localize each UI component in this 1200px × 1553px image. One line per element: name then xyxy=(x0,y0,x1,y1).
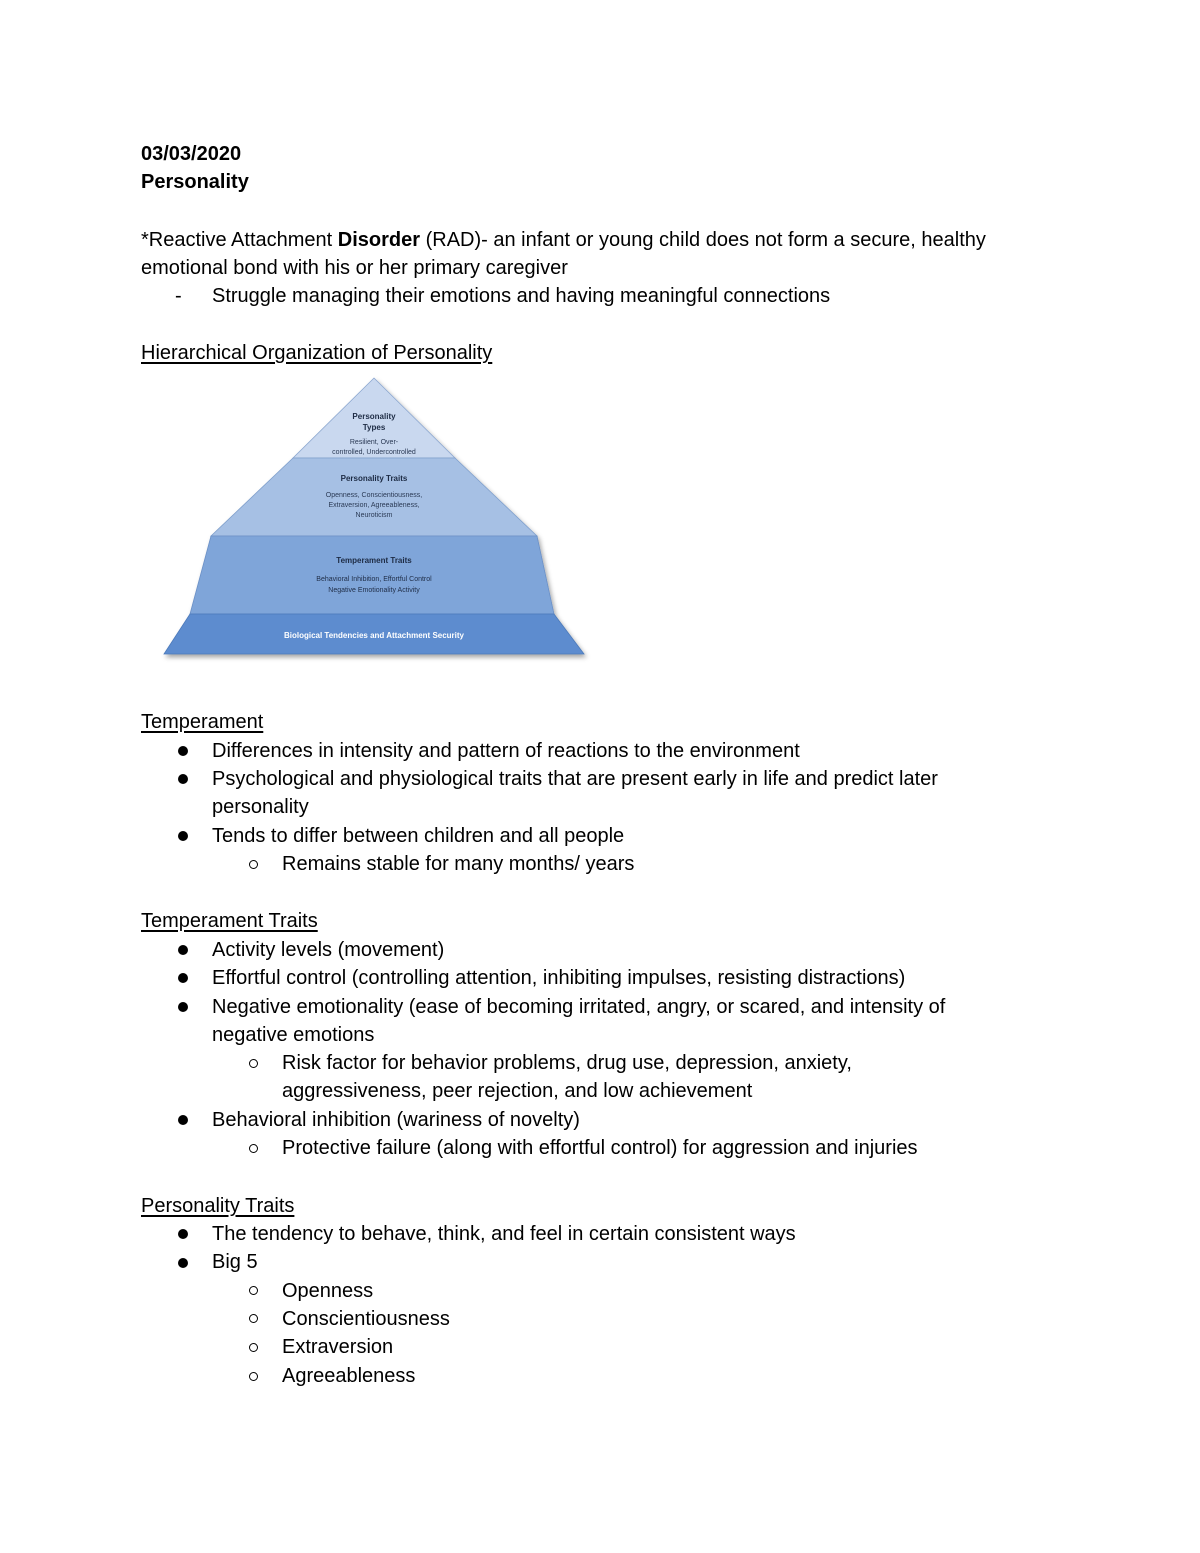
sub-bullet-icon xyxy=(249,1314,258,1323)
temperament-traits-heading: Temperament Traits xyxy=(141,910,318,932)
list-item: The tendency to behave, think, and feel in certain consistent ways xyxy=(212,1223,796,1245)
list-item-continuation: negative emotions xyxy=(212,1024,375,1046)
sub-list-item: Conscientiousness xyxy=(282,1308,450,1330)
hierarchy-heading: Hierarchical Organization of Personality xyxy=(141,342,493,364)
personality-pyramid xyxy=(156,372,596,672)
list-item: Effortful control (controlling attention, inhibiting impulses, resisting distractions) xyxy=(212,967,906,989)
list-item: Negative emotionality (ease of becoming irritated, angry, or scared, and intensity of xyxy=(212,996,946,1018)
list-item: Differences in intensity and pattern of reactions to the environment xyxy=(212,740,800,762)
list-item: Activity levels (movement) xyxy=(212,939,445,961)
bullet-icon xyxy=(178,945,188,955)
date-heading: 03/03/2020 xyxy=(141,143,242,165)
rad-paragraph-line2: emotional bond with his or her primary caregiver xyxy=(141,257,568,279)
sub-list-item: Remains stable for many months/ years xyxy=(282,853,635,875)
sub-bullet-icon xyxy=(249,1343,258,1352)
pyramid-traits-title: Personality Traits xyxy=(340,474,408,483)
pyramid-types-desc-2: controlled, Undercontrolled xyxy=(332,449,416,456)
bullet-icon xyxy=(178,1258,188,1268)
sub-list-item: Agreeableness xyxy=(282,1365,416,1387)
personality-traits-heading: Personality Traits xyxy=(141,1195,295,1217)
page-title: Personality xyxy=(141,171,249,193)
rad-prefix: *Reactive Attachment xyxy=(141,229,338,251)
pyramid-traits-desc-1: Openness, Conscientiousness, xyxy=(325,492,423,499)
sub-bullet-icon xyxy=(249,1372,258,1381)
pyramid-temperament-desc-1: Behavioral Inhibition, Effortful Control xyxy=(316,576,432,583)
bullet-icon xyxy=(178,1229,188,1239)
list-item: Psychological and physiological traits that are present early in life and predict later xyxy=(212,768,938,790)
pyramid-traits-desc-2: Extraversion, Agreeableness, xyxy=(328,502,420,509)
pyramid-level-temperament-traits xyxy=(190,536,554,614)
pyramid-types-desc-1: Resilient, Over- xyxy=(349,439,399,446)
pyramid-temperament-title: Temperament Traits xyxy=(336,556,412,565)
dash-marker: - xyxy=(175,285,182,307)
rad-sub-item: Struggle managing their emotions and having meaningful connections xyxy=(212,285,831,307)
bullet-icon xyxy=(178,973,188,983)
sub-list-item: Extraversion xyxy=(282,1336,394,1358)
pyramid-temperament-desc-2: Negative Emotionality Activity xyxy=(328,587,420,594)
sub-bullet-icon xyxy=(249,1059,258,1068)
sub-bullet-icon xyxy=(249,1286,258,1295)
pyramid-types-title-1: Personality xyxy=(352,412,396,421)
bullet-icon xyxy=(178,1115,188,1125)
pyramid-traits-desc-3: Neuroticism xyxy=(355,512,393,519)
sub-list-item: Protective failure (along with effortful control) for aggression and injuries xyxy=(282,1137,918,1159)
temperament-heading: Temperament xyxy=(141,711,264,733)
bullet-icon xyxy=(178,746,188,756)
list-item: Big 5 xyxy=(212,1251,258,1273)
pyramid-biological-title: Biological Tendencies and Attachment Security xyxy=(283,631,465,640)
pyramid-types-title-2: Types xyxy=(362,423,386,432)
sub-list-item-continuation: aggressiveness, peer rejection, and low achievement xyxy=(282,1080,753,1102)
sub-list-item: Openness xyxy=(282,1280,374,1302)
sub-bullet-icon xyxy=(249,1144,258,1153)
list-item-continuation: personality xyxy=(212,796,309,818)
bullet-icon xyxy=(178,1002,188,1012)
bullet-icon xyxy=(178,774,188,784)
list-item: Behavioral inhibition (wariness of novelty) xyxy=(212,1109,580,1131)
bullet-icon xyxy=(178,831,188,841)
list-item: Tends to differ between children and all people xyxy=(212,825,625,847)
rad-rest: (RAD)- an infant or young child does not form a secure, healthy xyxy=(420,229,986,251)
rad-bold-term: Disorder xyxy=(337,229,421,251)
rad-paragraph-line1 xyxy=(141,226,986,254)
sub-bullet-icon xyxy=(249,860,258,869)
sub-list-item: Risk factor for behavior problems, drug use, depression, anxiety, xyxy=(282,1052,852,1074)
